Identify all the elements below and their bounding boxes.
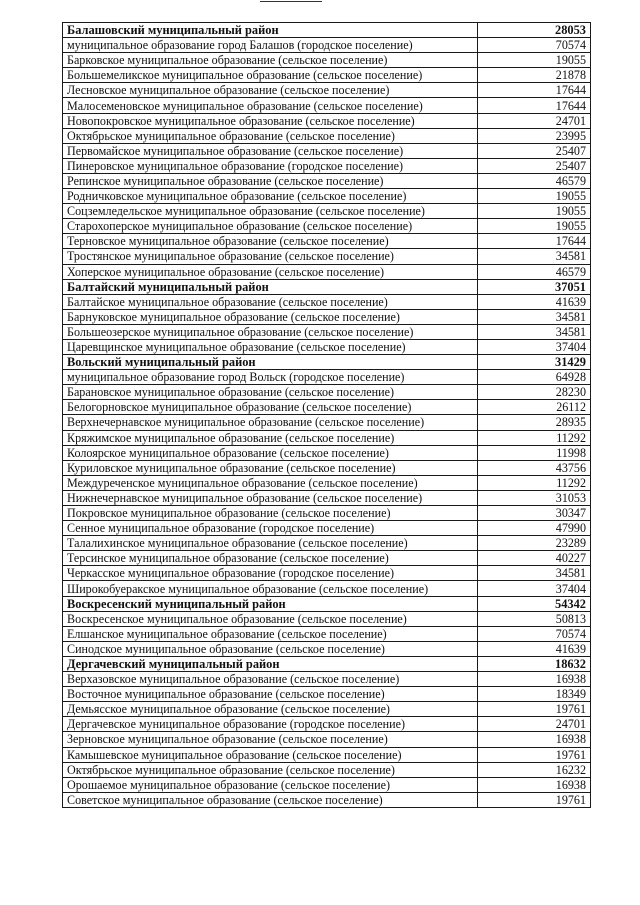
municipality-value: 28230 [478, 385, 591, 400]
municipality-name: Покровское муниципальное образование (сельское поселение) [63, 506, 478, 521]
municipality-value: 46579 [478, 173, 591, 188]
municipality-value: 37404 [478, 339, 591, 354]
table-row [63, 506, 591, 521]
table-row [63, 702, 591, 717]
municipality-value: 19761 [478, 747, 591, 762]
municipality-name: муниципальное образование город Вольск (городское поселение) [63, 370, 478, 385]
municipality-name: Куриловское муниципальное образование (сельское поселение) [63, 460, 478, 475]
table-row [63, 385, 591, 400]
municipality-value: 11292 [478, 475, 591, 490]
table-row [63, 430, 591, 445]
municipality-value: 11292 [478, 430, 591, 445]
district-value: 28053 [478, 23, 591, 38]
district-row [63, 656, 591, 671]
top-scan-mark [260, 1, 322, 2]
municipality-name: Терсинское муниципальное образование (сельское поселение) [63, 551, 478, 566]
municipality-value: 21878 [478, 68, 591, 83]
municipality-name: Большеозерское муниципальное образование (сельское поселение) [63, 324, 478, 339]
municipality-name: Демьясское муниципальное образование (сельское поселение) [63, 702, 478, 717]
table-row [63, 128, 591, 143]
table-row [63, 460, 591, 475]
municipality-value: 16938 [478, 672, 591, 687]
municipality-value: 37404 [478, 581, 591, 596]
municipality-value: 23289 [478, 536, 591, 551]
table-row [63, 732, 591, 747]
municipality-name: Воскресенское муниципальное образование (сельское поселение) [63, 611, 478, 626]
municipality-name: Советское муниципальное образование (сельское поселение) [63, 792, 478, 807]
district-value: 31429 [478, 355, 591, 370]
municipality-name: Восточное муниципальное образование (сельское поселение) [63, 687, 478, 702]
municipality-name: Колоярское муниципальное образование (сельское поселение) [63, 445, 478, 460]
municipality-value: 41639 [478, 294, 591, 309]
municipality-value: 34581 [478, 249, 591, 264]
municipality-value: 19055 [478, 53, 591, 68]
table-row [63, 38, 591, 53]
table-body [63, 23, 591, 808]
district-value: 37051 [478, 279, 591, 294]
municipality-value: 26112 [478, 400, 591, 415]
municipality-name: Елшанское муниципальное образование (сельское поселение) [63, 626, 478, 641]
municipality-value: 47990 [478, 521, 591, 536]
municipality-name: Талалихинское муниципальное образование (сельское поселение) [63, 536, 478, 551]
municipality-name: Дергачевское муниципальное образование (городское поселение) [63, 717, 478, 732]
table-row [63, 249, 591, 264]
table-row [63, 83, 591, 98]
municipality-value: 19761 [478, 702, 591, 717]
municipality-value: 16938 [478, 777, 591, 792]
municipality-name: Нижнечернавское муниципальное образование (сельское поселение) [63, 490, 478, 505]
municipality-value: 31053 [478, 490, 591, 505]
municipality-value: 25407 [478, 143, 591, 158]
municipality-value: 30347 [478, 506, 591, 521]
municipality-value: 46579 [478, 264, 591, 279]
district-row [63, 279, 591, 294]
municipality-name: Малосеменовское муниципальное образование (сельское поселение) [63, 98, 478, 113]
table-row [63, 294, 591, 309]
municipality-name: Родничковское муниципальное образование (сельское поселение) [63, 189, 478, 204]
district-name: Воскресенский муниципальный район [63, 596, 478, 611]
district-value: 18632 [478, 656, 591, 671]
table-row [63, 400, 591, 415]
municipality-value: 70574 [478, 38, 591, 53]
municipality-name: Барковское муниципальное образование (сельское поселение) [63, 53, 478, 68]
municipal-table [62, 22, 591, 808]
municipality-value: 17644 [478, 83, 591, 98]
municipality-value: 24701 [478, 113, 591, 128]
municipality-value: 16232 [478, 762, 591, 777]
municipality-name: Октябрьское муниципальное образование (сельское поселение) [63, 762, 478, 777]
municipality-value: 16938 [478, 732, 591, 747]
table-row [63, 792, 591, 807]
municipality-name: Черкасское муниципальное образование (городское поселение) [63, 566, 478, 581]
municipality-value: 41639 [478, 641, 591, 656]
municipality-name: Барановское муниципальное образование (сельское поселение) [63, 385, 478, 400]
table-row [63, 566, 591, 581]
table-row [63, 370, 591, 385]
district-name: Вольский муниципальный район [63, 355, 478, 370]
municipality-value: 50813 [478, 611, 591, 626]
municipality-value: 11998 [478, 445, 591, 460]
table-row [63, 672, 591, 687]
municipality-name: Синодское муниципальное образование (сельское поселение) [63, 641, 478, 656]
table-row [63, 68, 591, 83]
table-row [63, 581, 591, 596]
municipality-value: 17644 [478, 234, 591, 249]
municipality-value: 70574 [478, 626, 591, 641]
municipality-value: 19055 [478, 189, 591, 204]
municipality-name: Пинеровское муниципальное образование (городское поселение) [63, 158, 478, 173]
municipality-value: 34581 [478, 566, 591, 581]
table-row [63, 551, 591, 566]
municipality-value: 25407 [478, 158, 591, 173]
table-row [63, 626, 591, 641]
table-row [63, 264, 591, 279]
municipality-name: Новопокровское муниципальное образование (сельское поселение) [63, 113, 478, 128]
municipality-value: 64928 [478, 370, 591, 385]
district-row [63, 355, 591, 370]
municipality-name: Верхазовское муниципальное образование (сельское поселение) [63, 672, 478, 687]
municipality-value: 34581 [478, 309, 591, 324]
municipality-name: Старохоперское муниципальное образование (сельское поселение) [63, 219, 478, 234]
municipality-name: Междуреченское муниципальное образование (сельское поселение) [63, 475, 478, 490]
district-name: Балтайский муниципальный район [63, 279, 478, 294]
table-row [63, 717, 591, 732]
table-row [63, 490, 591, 505]
table-row [63, 219, 591, 234]
municipality-name: Сенное муниципальное образование (городское поселение) [63, 521, 478, 536]
table-row [63, 611, 591, 626]
municipality-name: Терновское муниципальное образование (сельское поселение) [63, 234, 478, 249]
municipality-value: 34581 [478, 324, 591, 339]
table-row [63, 762, 591, 777]
municipality-name: Царевщинское муниципальное образование (сельское поселение) [63, 339, 478, 354]
table-row [63, 113, 591, 128]
district-row [63, 596, 591, 611]
table-row [63, 415, 591, 430]
district-name: Балашовский муниципальный район [63, 23, 478, 38]
table-row [63, 309, 591, 324]
municipality-value: 28935 [478, 415, 591, 430]
municipality-name: Репинское муниципальное образование (сельское поселение) [63, 173, 478, 188]
municipality-name: Большемеликское муниципальное образование (сельское поселение) [63, 68, 478, 83]
table-row [63, 777, 591, 792]
municipality-value: 18349 [478, 687, 591, 702]
municipality-name: Широкобуеракское муниципальное образование (сельское поселение) [63, 581, 478, 596]
municipality-name: Верхнечернавское муниципальное образование (сельское поселение) [63, 415, 478, 430]
table-row [63, 158, 591, 173]
municipality-name: Соцземледельское муниципальное образование (сельское поселение) [63, 204, 478, 219]
municipality-name: муниципальное образование город Балашов (городское поселение) [63, 38, 478, 53]
table-row [63, 641, 591, 656]
table-row [63, 339, 591, 354]
table-row [63, 189, 591, 204]
municipality-value: 43756 [478, 460, 591, 475]
table-row [63, 687, 591, 702]
municipality-name: Хоперское муниципальное образование (сельское поселение) [63, 264, 478, 279]
municipality-name: Орошаемое муниципальное образование (сельское поселение) [63, 777, 478, 792]
municipality-name: Балтайское муниципальное образование (сельское поселение) [63, 294, 478, 309]
municipality-name: Первомайское муниципальное образование (сельское поселение) [63, 143, 478, 158]
table-row [63, 475, 591, 490]
municipality-name: Октябрьское муниципальное образование (сельское поселение) [63, 128, 478, 143]
municipality-name: Белогорновское муниципальное образование (сельское поселение) [63, 400, 478, 415]
municipality-value: 40227 [478, 551, 591, 566]
municipality-name: Тростянское муниципальное образование (сельское поселение) [63, 249, 478, 264]
table-row [63, 747, 591, 762]
district-row [63, 23, 591, 38]
municipality-value: 17644 [478, 98, 591, 113]
district-value: 54342 [478, 596, 591, 611]
table-row [63, 445, 591, 460]
municipality-value: 23995 [478, 128, 591, 143]
table-row [63, 143, 591, 158]
table-row [63, 53, 591, 68]
table-row [63, 234, 591, 249]
municipality-value: 19055 [478, 204, 591, 219]
municipality-name: Камышевское муниципальное образование (сельское поселение) [63, 747, 478, 762]
table-row [63, 98, 591, 113]
municipality-name: Зерновское муниципальное образование (сельское поселение) [63, 732, 478, 747]
municipality-name: Лесновское муниципальное образование (сельское поселение) [63, 83, 478, 98]
table-row [63, 324, 591, 339]
table-row [63, 521, 591, 536]
municipality-value: 24701 [478, 717, 591, 732]
table-row [63, 536, 591, 551]
municipality-value: 19761 [478, 792, 591, 807]
district-name: Дергачевский муниципальный район [63, 656, 478, 671]
municipality-name: Барнуковское муниципальное образование (сельское поселение) [63, 309, 478, 324]
table-row [63, 173, 591, 188]
municipality-value: 19055 [478, 219, 591, 234]
table-row [63, 204, 591, 219]
municipality-name: Кряжимское муниципальное образование (сельское поселение) [63, 430, 478, 445]
